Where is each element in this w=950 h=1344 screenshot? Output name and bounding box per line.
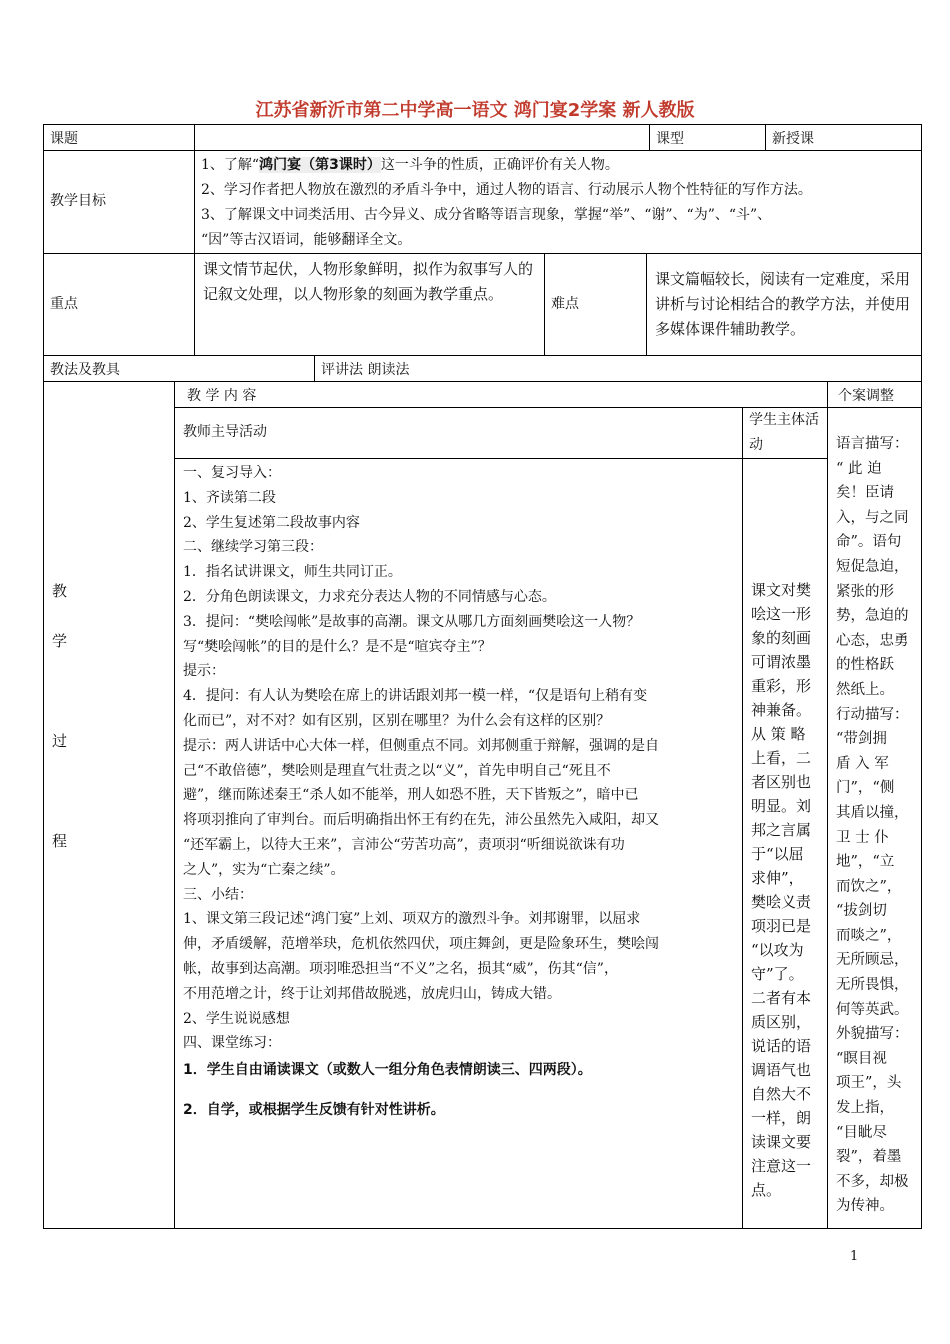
teacher-line: 二、继续学习第三段： xyxy=(183,539,323,556)
student-line: 樊哙义责 xyxy=(751,893,812,911)
student-line: 点。 xyxy=(751,1181,782,1199)
adjust-line: 行动描写： xyxy=(836,706,909,723)
adjust-line: 门”，“侧 xyxy=(836,780,895,797)
teacher-line: 2、学生复述第二段故事内容 xyxy=(183,514,360,531)
student-line: 者区别也 xyxy=(751,773,812,791)
adjust-line: 心态，忠勇 xyxy=(836,632,909,649)
topic-value-cell xyxy=(194,124,650,151)
teacher-line: 2、学生说说感想 xyxy=(183,1010,290,1027)
adjust-line: 势，急迫的 xyxy=(836,608,909,625)
adjust-line: 然纸上。 xyxy=(836,681,894,698)
teacher-line: 写“樊哙闯帐”的目的是什么？是不是“喧宾夺主”？ xyxy=(183,638,492,655)
adjust-line: 而饮之”， xyxy=(836,878,902,895)
adjust-line: 不多，却极 xyxy=(836,1173,909,1190)
adjust-line: 入，与之同 xyxy=(836,509,909,526)
student-line: 二者有本 xyxy=(751,989,812,1007)
teacher-line: 4．提问：有人认为樊哙在席上的讲话跟刘邦一模一样，“仅是语句上稍有变 xyxy=(183,688,648,705)
teacher-line: 将项羽推向了审判台。而后明确指出怀王有约在先，沛公虽然先入咸阳，却又 xyxy=(183,812,659,829)
methods-label: 教法及教具 xyxy=(50,362,120,378)
difficulty-content-cell xyxy=(646,253,922,356)
student-line: 注意这一 xyxy=(751,1157,812,1175)
teacher-line: 3．提问：“樊哙闯帐”是故事的高潮。课文从哪几方面刻画樊哙这一人物？ xyxy=(183,613,641,630)
student-line: 从 策 略 xyxy=(751,725,806,743)
student-line: 守”了。 xyxy=(751,965,804,983)
process-label-char-4: 程 xyxy=(52,832,68,850)
adjust-header-cell xyxy=(827,381,922,408)
adjust-line: 地”，“立 xyxy=(836,854,895,871)
adjust-lines xyxy=(836,432,917,1219)
content-header-cell xyxy=(174,381,828,408)
adjust-line: 项王”，头 xyxy=(836,1075,902,1092)
difficulty-label-cell xyxy=(544,253,647,356)
student-header-cell xyxy=(742,407,828,459)
student-line: 调语气也 xyxy=(751,1061,812,1079)
student-line: 读课文要 xyxy=(751,1133,812,1151)
objective-2: 2、学习作者把人物放在激烈的矛盾斗争中，通过人物的语言、行动展示人物个性特征的写作方法。 xyxy=(201,182,812,198)
teacher-line: 1、齐读第二段 xyxy=(183,489,276,506)
adjust-header: 个案调整 xyxy=(838,388,894,404)
student-line: 说话的语 xyxy=(751,1037,812,1055)
objectives-label-cell xyxy=(43,150,195,254)
teacher-lines xyxy=(183,461,734,1056)
teacher-line: 帐，故事到达高潮。项羽唯恐担当“不义”之名，损其“威”，伤其“信”， xyxy=(183,960,618,977)
process-label-cell xyxy=(43,381,175,1229)
teacher-line: 提示：两人讲话中心大体一样，但侧重点不同。刘邦侧重于辩解，强调的是自 xyxy=(183,737,659,754)
difficulty-label: 难点 xyxy=(551,296,579,312)
adjust-line: 盾 入 军 xyxy=(836,755,889,772)
student-line: 明显。刘 xyxy=(751,797,812,815)
student-line: 自然大不 xyxy=(751,1085,812,1103)
adjust-line: 为传神。 xyxy=(836,1198,894,1215)
adjust-line: 卫 士 仆 xyxy=(836,829,889,846)
student-line: 求伸”， xyxy=(751,869,804,887)
adjust-line: “ 此 迫 xyxy=(836,460,882,477)
adjust-line: “拔剑切 xyxy=(836,903,887,920)
teacher-line: 四、课堂练习： xyxy=(183,1035,281,1052)
student-content-cell xyxy=(742,458,828,1229)
adjust-content-cell xyxy=(827,407,922,1229)
objectives-label: 教学目标 xyxy=(50,193,106,209)
adjust-line: 矣！臣请 xyxy=(836,485,894,502)
student-line: 项羽已是 xyxy=(751,917,812,935)
topic-label-cell xyxy=(43,124,195,151)
keypoint-content-cell xyxy=(194,253,545,356)
objective-1: 1、了解“鸿门宴（第3课时）这一斗争的性质，正确评价有关人物。 xyxy=(201,157,619,173)
student-line: 质区别， xyxy=(751,1013,812,1031)
student-line: 上看，二 xyxy=(751,749,812,767)
keypoint-label: 重点 xyxy=(50,296,78,312)
type-value: 新授课 xyxy=(772,131,814,147)
adjust-line: “目眦尽 xyxy=(836,1124,887,1141)
teacher-line: 1．指名试讲课文，师生共同订正。 xyxy=(183,564,402,581)
teacher-line: 避”，继而陈述秦王“杀人如不能举，刑人如恐不胜，天下皆叛之”，暗中已 xyxy=(183,787,639,804)
exercise-1: 1．学生自由诵读课文（或数人一组分角色表情朗读三、四两段）。 xyxy=(183,1062,592,1079)
student-line: 可谓浓墨 xyxy=(751,653,812,671)
objective-highlight: 鸿门宴（第3课时） xyxy=(259,157,381,173)
student-line: 象的刻画 xyxy=(751,629,812,647)
methods-value: 评讲法 朗读法 xyxy=(321,362,410,378)
adjust-line: 短促急迫， xyxy=(836,558,909,575)
exercise-2: 2．自学，或根据学生反馈有针对性讲析。 xyxy=(183,1102,445,1119)
adjust-line: 发上指， xyxy=(836,1100,894,1117)
adjust-line: 无所畏惧， xyxy=(836,977,909,994)
difficulty-text: 课文篇幅较长，阅读有一定难度，采用讲析与讨论相结合的教学方法，并使用多媒体课件辅助教学。 xyxy=(655,270,911,338)
teacher-line: 提示： xyxy=(183,663,225,680)
keypoint-label-cell xyxy=(43,253,195,356)
teacher-line: 之人”，实为“亡秦之续”。 xyxy=(183,861,345,878)
adjust-line: “瞑目视 xyxy=(836,1050,887,1067)
process-label-char-2: 学 xyxy=(52,632,68,650)
methods-value-cell xyxy=(314,355,922,382)
teacher-line: 化而已”，对不对？如有区别，区别在哪里？为什么会有这样的区别？ xyxy=(183,712,611,729)
student-line: 邦之言属 xyxy=(751,821,812,839)
adjust-line: 命”。语句 xyxy=(836,534,902,551)
process-label-char-3: 过 xyxy=(52,732,68,750)
teacher-header-cell xyxy=(174,407,743,459)
student-line: 于“以屈 xyxy=(751,845,804,863)
type-value-cell xyxy=(765,124,922,151)
teacher-line: 三、小结： xyxy=(183,886,253,903)
objective-3: 3、了解课文中词类活用、古今异义、成分省略等语言现象，掌握“举”、“谢”、“为”、“斗”、 xyxy=(201,207,772,223)
objectives-content-cell xyxy=(194,150,922,254)
process-label-char-1: 教 xyxy=(52,582,68,600)
student-line: 课文对樊 xyxy=(751,581,812,599)
adjust-line: “带剑拥 xyxy=(836,731,887,748)
student-line: 一样，朗 xyxy=(751,1109,812,1127)
keypoint-text: 课文情节起伏，人物形象鲜明，拟作为叙事写人的记叙文处理，以人物形象的刻画为教学重点。 xyxy=(203,260,534,303)
methods-label-cell xyxy=(43,355,315,382)
adjust-line: 无所顾忌， xyxy=(836,952,909,969)
teacher-line: 不用范增之计，终于让刘邦借故脱逃，放虎归山，铸成大错。 xyxy=(183,985,561,1002)
student-line: 神兼备。 xyxy=(751,701,812,719)
type-label: 课型 xyxy=(656,131,684,147)
page-title: 江苏省新沂市第二中学高一语文 鸿门宴2学案 新人教版 xyxy=(255,100,695,121)
page-number: 1 xyxy=(850,1249,859,1264)
adjust-line: 紧张的形 xyxy=(836,583,894,600)
adjust-line: 外貌描写： xyxy=(836,1026,909,1043)
teacher-line: 己“不敢倍德”，樊哙则是理直气壮责之以“义”，首先申明自己“死且不 xyxy=(183,762,611,779)
adjust-line: 其盾以撞， xyxy=(836,804,909,821)
student-line: 重彩，形 xyxy=(751,677,812,695)
student-line: “以攻为 xyxy=(751,941,804,959)
teacher-line: “还军霸上，以待大王来”，言沛公“劳苦功高”，责项羽“听细说欲诛有功 xyxy=(183,836,625,853)
student-line: 哙这一形 xyxy=(751,605,812,623)
student-header: 学生主体活动 xyxy=(749,412,819,453)
teacher-line: 2．分角色朗读课文，力求充分表达人物的不同情感与心态。 xyxy=(183,588,556,605)
teacher-content-cell xyxy=(174,458,743,1229)
objective-4: “因”等古汉语词，能够翻译全文。 xyxy=(201,232,412,248)
type-label-cell xyxy=(649,124,766,151)
teacher-line: 伸，矛盾缓解，范增举玦，危机依然四伏，项庄舞剑，更是险象环生，樊哙闯 xyxy=(183,936,659,953)
teacher-line: 1、课文第三段记述“鸿门宴”上刘、项双方的激烈斗争。刘邦谢罪，以屈求 xyxy=(183,911,641,928)
adjust-line: 何等英武。 xyxy=(836,1001,909,1018)
teacher-line: 一、复习导入： xyxy=(183,465,281,481)
content-header: 教 学 内 容 xyxy=(187,388,257,404)
student-lines xyxy=(751,578,823,1202)
adjust-line: 而啖之”， xyxy=(836,927,902,944)
adjust-line: 裂”，着墨 xyxy=(836,1149,902,1166)
topic-label: 课题 xyxy=(50,131,78,147)
adjust-line: 的性格跃 xyxy=(836,657,894,674)
teacher-header: 教师主导活动 xyxy=(183,424,267,440)
adjust-line: 语言描写： xyxy=(836,436,909,452)
